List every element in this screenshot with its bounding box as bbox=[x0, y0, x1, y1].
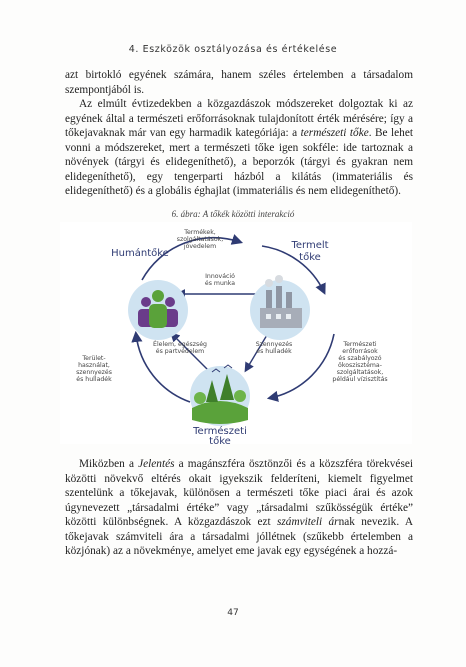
body-text-bottom bbox=[65, 457, 413, 559]
label-innovation-1: Innováció bbox=[205, 273, 235, 280]
label-land-4: és hulladék bbox=[76, 376, 112, 383]
figure-caption: 6. ábra: A tőkék közötti interakció bbox=[171, 209, 295, 219]
node-human-capital: Humántőke bbox=[111, 248, 169, 259]
running-head: 4. Eszközök osztályozása és értékelése bbox=[128, 44, 338, 55]
label-products-2: szolgáltatások, bbox=[176, 236, 224, 243]
label-land-3: szennyezés bbox=[76, 369, 112, 376]
paragraph-natural-capital bbox=[65, 97, 413, 199]
label-resources-4: ökoszisztéma- bbox=[338, 362, 382, 369]
page-number: 47 bbox=[227, 608, 239, 618]
label-land-1: Terület- bbox=[82, 355, 106, 362]
paragraph-2-text-a: Az elmúlt évtizedekben a közgazdászok módszereket dolgoztak ki az egyének által a természeti erőforrásoknak tulajdonított érték mérésére; így a tőkejavaknak már van egy harmadik kategóriája: a bbox=[65, 98, 413, 139]
paragraph-3-emphasis-report: Jelentés bbox=[138, 458, 175, 470]
paragraph-continuation: azt birtokló egyének számára, hanem széles értelemben a társadalom szempontjából is. bbox=[65, 69, 413, 96]
label-resources-6: például vízisztítás bbox=[332, 376, 388, 383]
label-land-2: használat, bbox=[78, 362, 110, 369]
paragraph-accounting-price bbox=[65, 457, 413, 559]
paragraph-3-emphasis-accounting-price: számviteli ár bbox=[277, 516, 339, 528]
label-pollution-1: Szennyezés bbox=[255, 341, 293, 348]
paragraph-3-text-b: a magánszféra ösztönzői és a közszféra törekvései közötti növekvő eltérés okait igyekszik felderíteni, kiemelt figyelmet szentelünk a tőkejavak, különösen a természeti tőke piaci árai és azok úgynevezett „társadalmi értéke” vagy „társadalmi szűkösségük értéke” közötti különbségnek. A közgazdászok ezt bbox=[65, 458, 413, 528]
paragraph-2-text-b: . Be lehet vonni a módszereket, mert a természeti tőke igen sokféle: ide tartoznak a növények (tárgyi és elidegeníthető), a beporzók (tárgyi és gyakran nem elidegeníthető), egy tengerparti házból a kilátás (immateriális és elidegeníthető) és a globális éghajlat (immateriális és nem elidegeníthető). bbox=[65, 127, 413, 197]
label-resources-2: erőforrások bbox=[342, 348, 378, 355]
paragraph-3-text-a: Miközben a bbox=[79, 458, 139, 470]
label-resources-3: és szabályozó bbox=[338, 355, 382, 362]
body-text-top bbox=[65, 68, 413, 199]
label-innovation-2: és munka bbox=[204, 280, 236, 287]
node-produced-line2: tőke bbox=[299, 252, 321, 263]
paragraph-3-text-c: nak nevezik. A tőkejavak számviteli ára a társadalmi jóllétnek (szűkebb értelemben a közjónak) az a növekménye, amelyet eme javak egy egységének a hozzá- bbox=[65, 516, 413, 557]
node-natural-line1: Természeti bbox=[193, 426, 247, 437]
label-food-2: és partvédelem bbox=[155, 348, 205, 355]
label-resources-5: szolgáltatások, bbox=[336, 369, 384, 376]
label-products-3: jövedelem bbox=[183, 243, 217, 250]
label-pollution-2: és hulladék bbox=[256, 348, 292, 355]
label-products-1: Termékek, bbox=[184, 229, 216, 236]
node-natural-line2: tőke bbox=[209, 436, 231, 444]
label-resources-1: Természeti bbox=[343, 341, 377, 348]
node-produced-line1: Termelt bbox=[291, 240, 329, 251]
diagram-svg bbox=[60, 222, 412, 444]
label-food-1: Élelem, egészség bbox=[153, 341, 207, 348]
paragraph-2-emphasis: természeti tőke bbox=[300, 127, 369, 139]
capital-interaction-diagram bbox=[60, 222, 412, 444]
